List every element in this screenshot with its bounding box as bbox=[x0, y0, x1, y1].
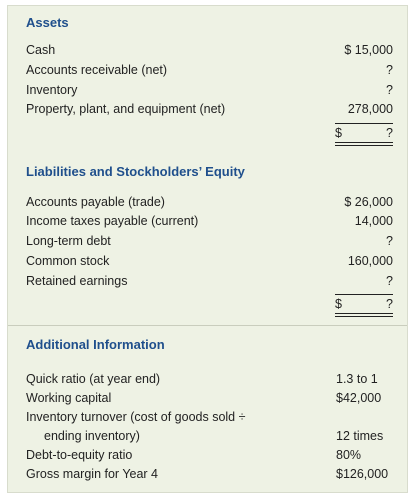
liability-total-row bbox=[26, 296, 393, 312]
liability-label: Retained earnings bbox=[26, 274, 128, 288]
info-label: Inventory turnover (cost of goods sold ÷ bbox=[26, 410, 246, 424]
total-double-underline bbox=[335, 316, 393, 317]
info-row-gross-margin bbox=[26, 466, 393, 482]
info-value: $126,000 bbox=[336, 467, 389, 481]
asset-value: ? bbox=[386, 83, 393, 97]
asset-row-inventory bbox=[26, 82, 393, 98]
asset-value: $ 15,000 bbox=[344, 43, 393, 57]
info-label: Working capital bbox=[26, 391, 112, 405]
liability-value: ? bbox=[386, 274, 393, 288]
liability-label: Long-term debt bbox=[26, 234, 111, 248]
info-value: 12 times bbox=[336, 429, 384, 443]
liability-row-income-taxes bbox=[26, 213, 393, 229]
info-row-inventory-turnover bbox=[26, 409, 393, 425]
liability-value: 14,000 bbox=[354, 214, 393, 228]
section-divider bbox=[8, 325, 407, 326]
info-value: $42,000 bbox=[336, 391, 382, 405]
total-double-underline bbox=[335, 145, 393, 146]
info-row-quick-ratio bbox=[26, 371, 393, 387]
asset-label: Cash bbox=[26, 43, 56, 57]
liability-total bbox=[335, 296, 393, 312]
asset-label: Accounts receivable (net) bbox=[26, 63, 168, 77]
info-value: 80% bbox=[336, 448, 362, 462]
total-overline bbox=[335, 294, 393, 295]
total-dollar-sign: $ bbox=[335, 297, 342, 311]
liabilities-heading: Liabilities and Stockholders’ Equity bbox=[26, 164, 245, 179]
liability-row-common-stock bbox=[26, 253, 393, 269]
total-underline bbox=[335, 142, 393, 143]
info-value: 1.3 to 1 bbox=[336, 372, 378, 386]
info-row-debt-to-equity bbox=[26, 447, 393, 463]
info-label: Gross margin for Year 4 bbox=[26, 467, 159, 481]
liability-label: Income taxes payable (current) bbox=[26, 214, 199, 228]
info-label: Debt-to-equity ratio bbox=[26, 448, 133, 462]
asset-label: Inventory bbox=[26, 83, 78, 97]
info-label: ending inventory) bbox=[44, 429, 140, 443]
info-label: Quick ratio (at year end) bbox=[26, 372, 161, 386]
liability-row-long-term-debt bbox=[26, 233, 393, 249]
total-value: ? bbox=[386, 126, 393, 140]
total-value: ? bbox=[386, 297, 393, 311]
balance-sheet-panel bbox=[7, 5, 408, 493]
asset-total bbox=[335, 125, 393, 141]
total-dollar-sign: $ bbox=[335, 126, 342, 140]
asset-value: ? bbox=[386, 63, 393, 77]
asset-total-row bbox=[26, 125, 393, 141]
liability-value: 160,000 bbox=[347, 254, 393, 268]
total-overline bbox=[335, 123, 393, 124]
additional-heading: Additional Information bbox=[26, 337, 165, 352]
liability-value: ? bbox=[386, 234, 393, 248]
asset-row-ppe bbox=[26, 101, 393, 117]
info-row-working-capital bbox=[26, 390, 393, 406]
asset-row-accounts-receivable bbox=[26, 62, 393, 78]
asset-row-cash bbox=[26, 42, 393, 58]
asset-value: 278,000 bbox=[347, 102, 393, 116]
assets-heading: Assets bbox=[26, 15, 69, 30]
liability-row-retained-earnings bbox=[26, 273, 393, 289]
asset-label: Property, plant, and equipment (net) bbox=[26, 102, 226, 116]
liability-label: Common stock bbox=[26, 254, 110, 268]
liability-value: $ 26,000 bbox=[344, 195, 393, 209]
liability-row-accounts-payable bbox=[26, 194, 393, 210]
total-underline bbox=[335, 313, 393, 314]
info-row-inventory-turnover-cont bbox=[26, 428, 393, 444]
liability-label: Accounts payable (trade) bbox=[26, 195, 165, 209]
